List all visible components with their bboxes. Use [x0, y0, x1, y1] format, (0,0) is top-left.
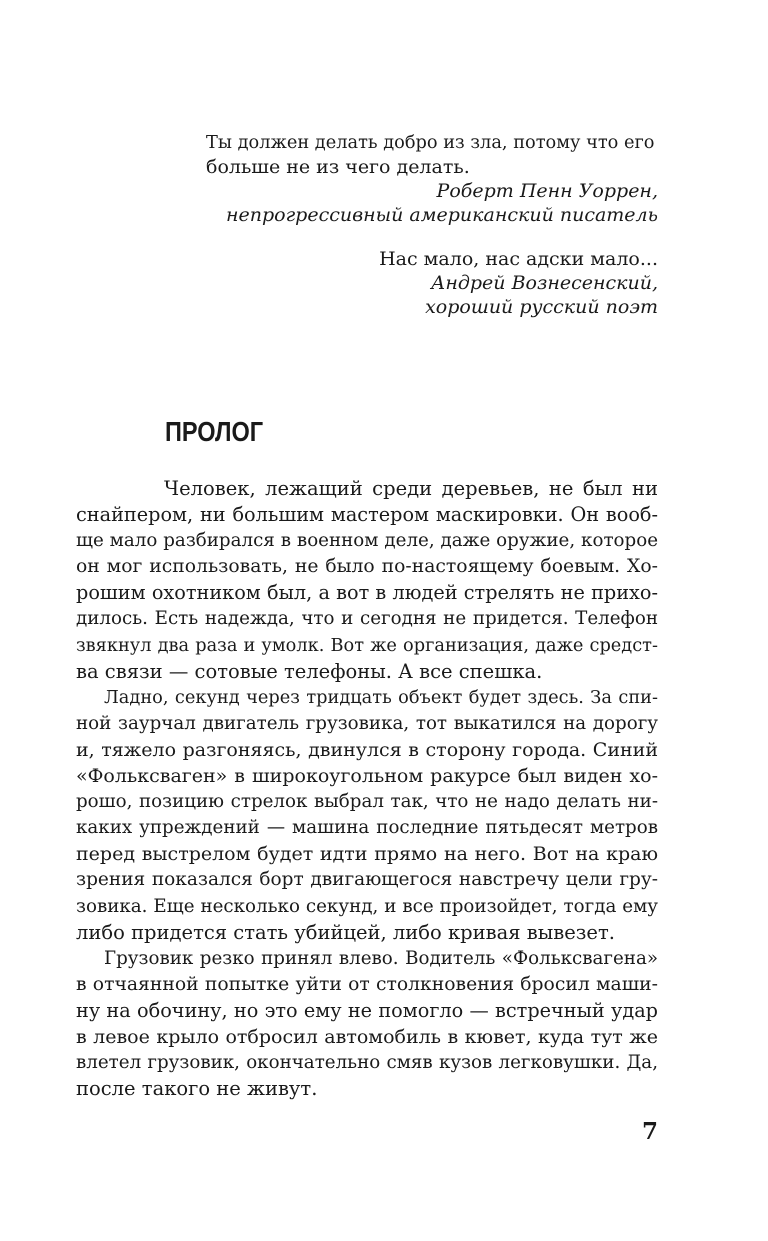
chapter-title: ПРОЛОГ — [165, 416, 264, 447]
paragraph-line: звякнул два раза и умолк. Вот же организация, даже средст- — [76, 635, 658, 656]
paragraph-line: зрения показался борт двигающегося навстречу цели гру- — [76, 869, 658, 891]
chapter-body — [76, 476, 658, 1102]
paragraph-line: дилось. Есть надежда, что и сегодня не придется. Телефон — [76, 608, 658, 630]
paragraph-line: ще мало разбирался в военном деле, даже оружие, которое — [76, 530, 658, 552]
paragraph-line: в отчаянной попытке уйти от столкновения бросил маши- — [76, 973, 658, 995]
paragraph-line: перед выстрелом будет идти прямо на него. Вот на краю — [76, 843, 658, 866]
paragraph-line: Грузовик резко принял влево. Водитель «Фольксвагена» — [104, 947, 658, 969]
epigraph-quote-line: Нас мало, нас адски мало... — [379, 248, 658, 270]
paragraph-line: Человек, лежащий среди деревьев, не был ни — [164, 477, 658, 500]
paragraph-line: «Фольксваген» в широкоугольном ракурсе был виден хо- — [76, 765, 658, 788]
paragraph-line: влетел грузовик, окончательно смяв кузов легковушки. Да, — [76, 1052, 658, 1074]
paragraph-line: каких упреждений — машина последние пятьдесят метров — [76, 817, 658, 839]
paragraph-line: ной заурчал двигатель грузовика, тот выкатился на дорогу — [76, 712, 658, 734]
epigraph-quote-line: больше не из чего делать. — [206, 156, 470, 178]
paragraph-line: в левое крыло отбросил автомобиль в кювет, куда тут же — [76, 1025, 658, 1048]
paragraph-line: ну на обочину, но это ему не помогло — встречный удар — [76, 998, 658, 1022]
paragraph-line: рошим охотником был, а вот в людей стрелять не прихо- — [76, 581, 658, 605]
epigraph-author-description: хороший русский поэт — [425, 296, 658, 318]
epigraph-voznesensky — [206, 247, 658, 319]
paragraph-line: он мог использовать, не было по-настоящему боевым. Хо- — [76, 556, 658, 578]
epigraph-author: Роберт Пенн Уоррен, — [436, 180, 658, 202]
paragraph-line: снайпером, ни большим мастером маскировки. Он вооб- — [76, 503, 658, 527]
paragraph-line: после такого не живут. — [76, 1077, 318, 1101]
epigraph-quote-line: Ты должен делать добро из зла, потому что его — [206, 133, 655, 153]
paragraph-line: рошо, позицию стрелок выбрал так, что не надо делать ни- — [76, 791, 658, 813]
epigraph-author: Андрей Вознесенский, — [430, 272, 658, 294]
paragraph-line: и, тяжело разгоняясь, двинулся в сторону города. Синий — [76, 738, 658, 761]
paragraph-line: Ладно, секунд через тридцать объект будет здесь. За спи- — [104, 687, 658, 708]
paragraph-line: зовика. Еще несколько секунд, и все произойдет, тогда ему — [76, 895, 658, 917]
epigraph-author-description: непрогрессивный американский писатель — [225, 204, 658, 226]
paragraph-line: либо придется стать убийцей, либо кривая вывезет. — [76, 920, 615, 944]
paragraph-line: ва связи — сотовые телефоны. А все спешка. — [76, 659, 543, 683]
page-number: 7 — [641, 1118, 658, 1145]
epigraph-warren — [206, 131, 658, 227]
